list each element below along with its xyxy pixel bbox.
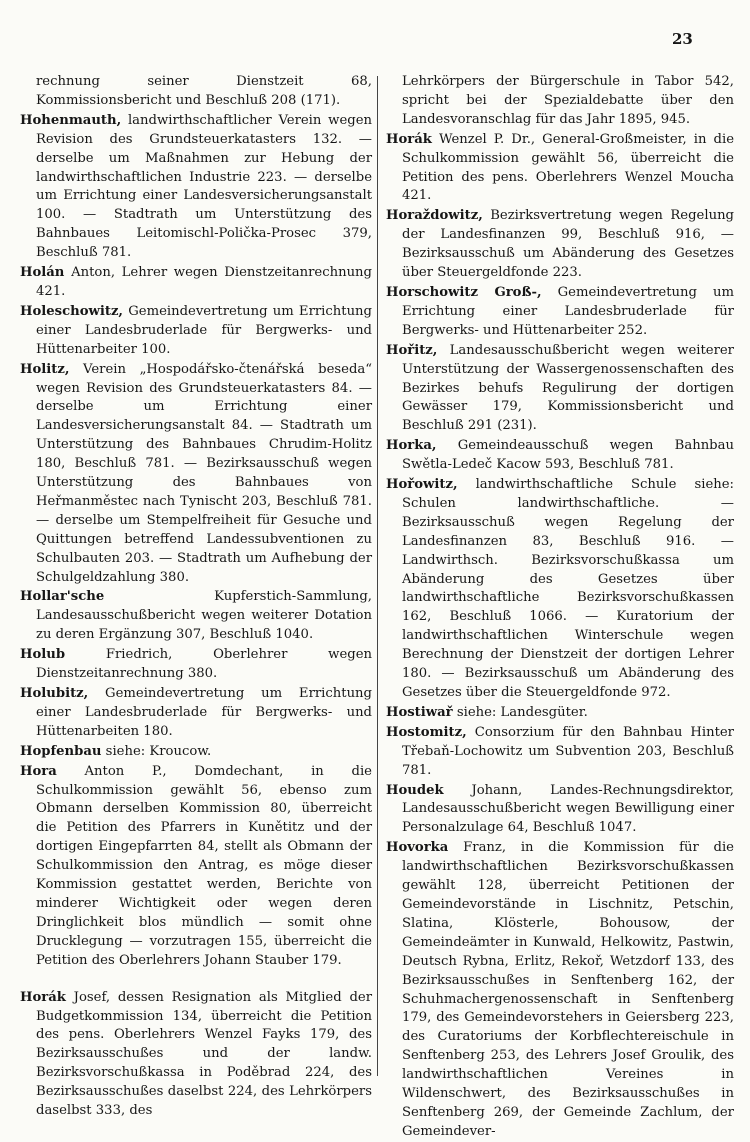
right-column xyxy=(386,73,734,1142)
column-divider xyxy=(377,76,378,1076)
entry-heading: Hopfenbau xyxy=(20,743,102,759)
entry-text: Johann, Landes-Rechnungsdirektor, Landesausschußbericht wegen Bewilligung einer Personalzulage 64, Beschluß 1047. xyxy=(402,782,734,836)
entry-text: Lehrkörpers der Bürgerschule in Tabor 542, spricht bei der Spezialdebatte über den Landesvoranschlag für das Jahr 1895, 945. xyxy=(402,74,734,127)
index-entry xyxy=(20,264,372,302)
entry-text: siehe: Kroucow. xyxy=(101,743,212,759)
index-entry xyxy=(20,361,372,588)
entry-text: Anton, Lehrer wegen Dienstzeitanrechnung 421. xyxy=(36,265,372,299)
entry-text: landwirthschaftlicher Verein wegen Revision des Grundsteuerkatasters 132. — derselbe um Maßnahmen zur Hebung der landwirthschaftlichen Industrie 223. — derselbe um Errichtung einer Landesversicherungsanstalt 100. — Stadtrath um Unterstützung des Bahnbaues Leitomischl-Polička-Prosec 379, Beschluß 781. xyxy=(36,112,372,261)
entry-heading: Horschowitz Groß-, xyxy=(386,284,542,300)
entry-heading: Hovorka xyxy=(386,840,449,856)
index-entry xyxy=(386,782,734,839)
index-entry xyxy=(386,839,734,1142)
entry-text: Consorzium für den Bahnbau Hinter Třebaň-Lochowitz um Subvention 203, Beschluß 781. xyxy=(402,724,734,778)
index-entry xyxy=(386,207,734,283)
entry-text: Wenzel P. Dr., General-Großmeister, in die Schulkommission gewählt 56, überreicht die Petition des pens. Oberlehrers Wenzel Moucha 421. xyxy=(402,131,734,204)
index-entry xyxy=(20,303,372,360)
index-entry xyxy=(386,476,734,703)
index-entry xyxy=(20,763,372,971)
index-entry xyxy=(386,437,734,475)
entry-text: Kupferstich-Sammlung, Landesausschußbericht wegen weiterer Dotation zu deren Ergänzung 307, Beschluß 1040. xyxy=(36,589,372,643)
entry-text: Verein „Hospodářsko-čtenářská beseda“ wegen Revision des Grundsteuerkatasters 84. — derselbe um Errichtung einer Landesversicherungsanstalt 84. — Stadtrath um Unterstützung des Bahnbaues Chrudim-Holitz 180, Beschluß 781. — Bezirksausschuß wegen Unterstützung des Bahnbaues von Heřmanměstec nach Tynischt 203, Beschluß 781. — derselbe um Stempelfreiheit für Gesuche und Quittungen betreffend Landessubventionen zu Schulbauten 203. — Stadtrath um Aufhebung der Schulgeldzahlung 380. xyxy=(36,361,372,585)
entry-text: Gemeindevertretung um Errichtung einer Landesbruderlade für Bergwerks- und Hüttenarbeiter 252. xyxy=(402,284,734,338)
page-number: 23 xyxy=(672,30,693,48)
entry-heading: Hořitz, xyxy=(386,342,438,358)
entry-text: Bezirksvertretung wegen Regelung der Landesfinanzen 99, Beschluß 916, — Bezirksausschuß um Abänderung des Gesetzes über Steuergeldfonde 223. xyxy=(402,208,734,281)
entry-text: Gemeindevertretung um Errichtung einer Landesbruderlade für Bergwerks- und Hüttenarbeiten 180. xyxy=(36,686,372,739)
index-entry xyxy=(386,724,734,781)
index-entry xyxy=(386,284,734,341)
entry-heading: Hořowitz, xyxy=(386,477,458,493)
index-entry xyxy=(386,704,734,723)
entry-heading: Holubitz, xyxy=(20,686,89,701)
index-entry xyxy=(20,646,372,684)
index-entry xyxy=(20,588,372,645)
index-entry xyxy=(386,131,734,207)
entry-heading: Horák xyxy=(20,989,66,1005)
entry-text: Josef, dessen Resignation als Mitglied der Budgetkommission 134, überreicht die Petition des pens. Oberlehrers Wenzel Fayks 179, des Bezirksausschußes und der landw. Bezirksvorschußkassa in Poděbrad 224, des Bezirksausschußes daselbst 224, des Lehrkörpers daselbst 333, des xyxy=(36,989,372,1119)
entry-text: rechnung seiner Dienstzeit 68, Kommissionsbericht und Beschluß 208 (171). xyxy=(36,74,372,108)
entry-heading: Horka, xyxy=(386,438,437,454)
entry-text: siehe: Landesgüter. xyxy=(452,704,588,720)
entry-heading: Hora xyxy=(20,763,57,779)
entry-text: Franz, in die Kommission für die landwirthschaftlichen Bezirksvorschußkassen gewählt 128, überreicht Petitionen der Gemeindevorstände in Lischnitz, Petschin, Slatina, Klösterle, Bohousow, der Gemeindeämter in Kunwald, Helkowitz, Pastwin, Deutsch Rybna, Erlitz, Rekoř, Wetzdorf 133, des Bezirksausschußes in Senftenberg 162, der Schuhmachergenossenschaft in Senftenberg 179, des Gemeindevorstehers in Geiersberg 223, des Curatoriums der Korbflechtereischule in Senftenberg 253, des Lehrers Josef Groulik, des landwirthschaftlichen Vereines in Wildenschwert, des Bezirksausschußes in Senftenberg 269, der Gemeinde Zachlum, der Gemeindever- xyxy=(402,840,734,1139)
entry-text: landwirthschaftliche Schule siehe: Schulen landwirthschaftliche. — Bezirksausschuß wegen Regelung der Landesfinanzen 83, Beschluß 916. — Landwirthsch. Bezirksvorschußkassa um Abänderung des Gesetzes über landwirthschaftliche Bezirksvorschußkassen 162, Beschluß 1066. — Kuratorium der landwirthschaftlichen Winterschule wegen Berechnung der Dienstzeit der dortigen Lehrer 180. — Bezirksausschuß um Abänderung des Gesetzes über die Steuergeldfonde 972. xyxy=(402,477,734,700)
entry-heading: Hostomitz, xyxy=(386,724,467,740)
left-column xyxy=(20,73,372,1121)
index-entry xyxy=(386,73,734,130)
index-entry xyxy=(386,342,734,437)
entry-heading: Holitz, xyxy=(20,361,70,377)
index-entry xyxy=(20,685,372,742)
entry-heading: Houdek xyxy=(386,782,444,798)
index-entry xyxy=(20,112,372,263)
entry-text: Friedrich, Oberlehrer wegen Dienstzeitanrechnung 380. xyxy=(36,647,372,682)
entry-heading: Hostiwař xyxy=(386,704,453,720)
entry-heading: Horák xyxy=(386,131,432,147)
index-entry xyxy=(20,989,372,1121)
entry-heading: Hollar'sche xyxy=(20,589,105,605)
index-entry xyxy=(20,73,372,111)
entry-text: Gemeindevertretung um Errichtung einer Landesbruderlade für Bergwerks- und Hüttenarbeiter 100. xyxy=(36,303,372,357)
entry-heading: Hohenmauth, xyxy=(20,112,122,128)
entry-heading: Horaždowitz, xyxy=(386,208,483,224)
index-entry xyxy=(20,743,372,762)
entry-heading: Holán xyxy=(20,265,65,281)
entry-text: Gemeindeausschuß wegen Bahnbau Swětla-Ledeč Kacow 593, Beschluß 781. xyxy=(402,438,734,473)
entry-heading: Holeschowitz, xyxy=(20,303,124,319)
entry-text: Landesausschußbericht wegen weiterer Unterstützung der Wassergenossenschaften des Bezirkes behufs Regulirung der dortigen Gewässer 179, Kommissionsbericht und Beschluß 291 (231). xyxy=(402,342,734,434)
entry-heading: Holub xyxy=(20,647,66,663)
entry-text: Anton P., Domdechant, in die Schulkommission gewählt 56, ebenso zum Obmann derselben Kommission 80, überreicht die Petition des Pfarrers in Kunětitz und der dortigen Eingepfarrten 84, stellt als Obmann der Schulkommission den Antrag, es möge dieser Kommission gestattet werden, Berichte von minderer Wichtigkeit oder wegen deren Dringlichkeit blos mündlich — somit ohne Drucklegung — vorzutragen 155, überreicht die Petition des Oberlehrers Johann Stauber 179. xyxy=(36,763,372,968)
